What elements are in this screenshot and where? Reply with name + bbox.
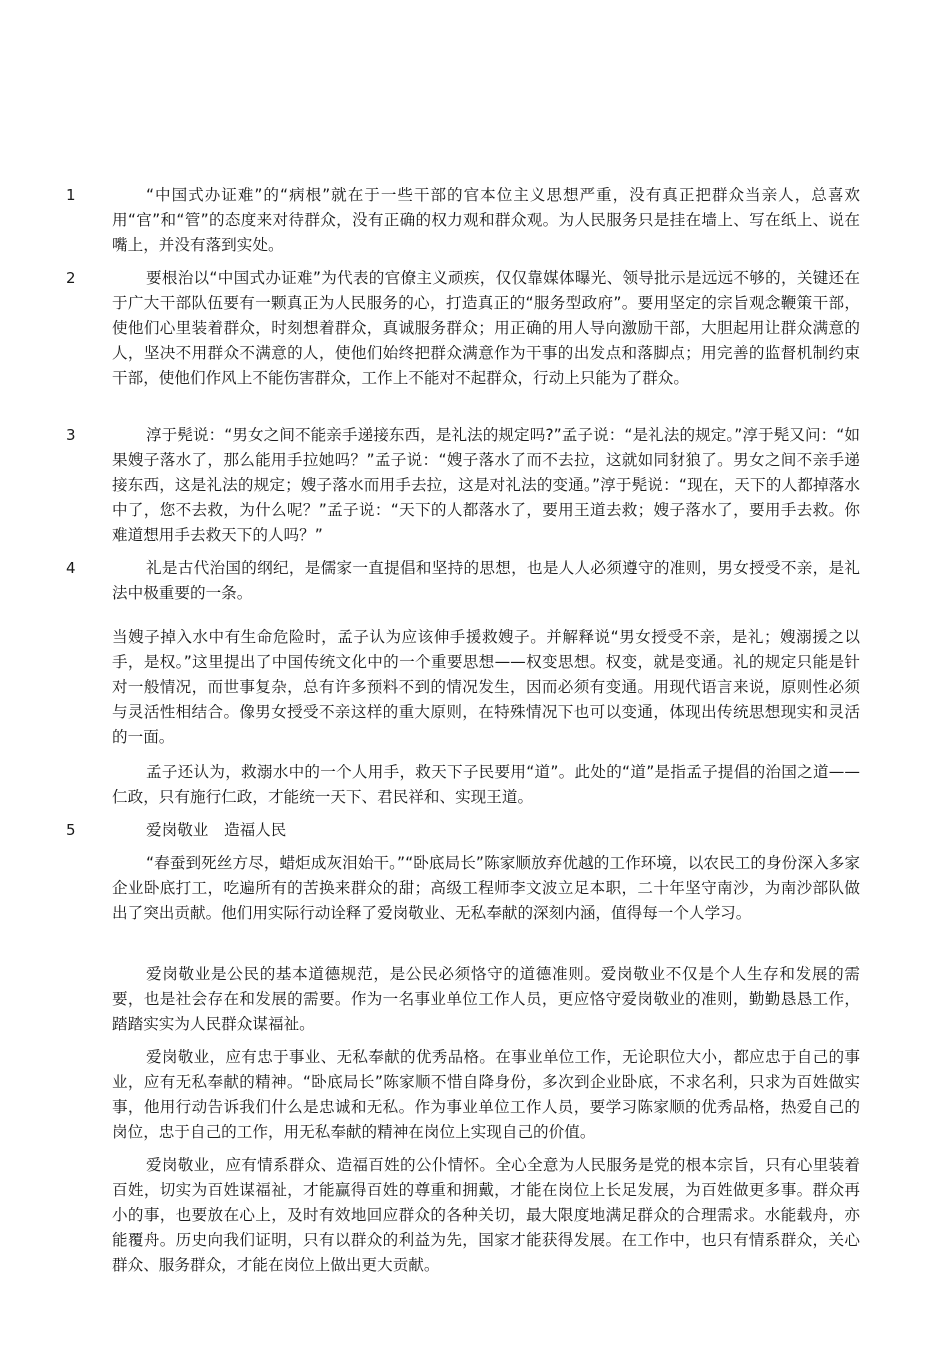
section-number: 2 — [66, 269, 76, 287]
section-number: 5 — [66, 821, 76, 839]
section-5-title — [112, 818, 860, 843]
section-number: 3 — [66, 426, 76, 444]
section-3 — [112, 423, 860, 548]
section-heading: 爱岗敬业 造福人民 — [146, 821, 287, 839]
section-number: 1 — [66, 186, 76, 204]
paragraph: 爱岗敬业，应有忠于事业、无私奉献的优秀品格。在事业单位工作，无论职位大小，都应忠于自己的事业，应有无私奉献的精神。“卧底局长”陈家顺不惜自降身份，多次到企业卧底，不求名利，只求为百姓做实事，他用行动告诉我们什么是忠诚和无私。作为事业单位工作人员，要学习陈家顺的优秀品格，热爱自己的岗位，忠于自己的工作，用无私奉献的精神在岗位上实现自己的价值。 — [112, 1048, 860, 1141]
section-1 — [112, 183, 860, 258]
section-2 — [112, 266, 860, 391]
paragraph: “春蚕到死丝方尽，蜡炬成灰泪始干。”“卧底局长”陈家顺放弃优越的工作环境，以农民工的身份深入多家企业卧底打工，吃遍所有的苦换来群众的甜；高级工程师李文波立足本职，二十年坚守南沙，为南沙部队做出了突出贡献。他们用实际行动诠释了爱岗敬业、无私奉献的深刻内涵，值得每一个人学习。 — [112, 854, 860, 922]
paragraph: 爱岗敬业是公民的基本道德规范，是公民必须恪守的道德准则。爱岗敬业不仅是个人生存和发展的需要，也是社会存在和发展的需要。作为一名事业单位工作人员，更应恪守爱岗敬业的准则，勤勤恳恳工作，踏踏实实为人民群众谋福祉。 — [112, 965, 860, 1033]
paragraph: “中国式办证难”的“病根”就在于一些干部的官本位主义思想严重，没有真正把群众当亲人，总喜欢用“官”和“管”的态度来对待群众，没有正确的权力观和群众观。为人民服务只是挂在墙上、写在纸上、说在嘴上，并没有落到实处。 — [112, 186, 860, 254]
section-4-continued-2 — [112, 760, 860, 810]
paragraph: 爱岗敬业，应有情系群众、造福百姓的公仆情怀。全心全意为人民服务是党的根本宗旨，只有心里装着百姓，切实为百姓谋福祉，才能赢得百姓的尊重和拥戴，才能在岗位上长足发展，为百姓做更多事。群众再小的事，也要放在心上，及时有效地回应群众的各种关切，最大限度地满足群众的合理需求。水能载舟，亦能覆舟。历史向我们证明，只有以群众的利益为先，国家才能获得发展。在工作中，也只有情系群众，关心群众、服务群众，才能在岗位上做出更大贡献。 — [112, 1156, 860, 1274]
section-4-continued — [112, 625, 860, 750]
paragraph: 要根治以“中国式办证难”为代表的官僚主义顽疾，仅仅靠媒体曝光、领导批示是远远不够的，关键还在于广大干部队伍要有一颗真正为人民服务的心，打造真正的“服务型政府”。要用坚定的宗旨观念鞭策干部，使他们心里装着群众，时刻想着群众，真诚服务群众；用正确的用人导向激励干部，大胆起用让群众满意的人，坚决不用群众不满意的人，使他们始终把群众满意作为干事的出发点和落脚点；用完善的监督机制约束干部，使他们作风上不能伤害群众，工作上不能对不起群众，行动上只能为了群众。 — [112, 269, 860, 387]
section-5-body-2 — [112, 962, 860, 1037]
paragraph: 礼是古代治国的纲纪，是儒家一直提倡和坚持的思想，也是人人必须遵守的准则，男女授受不亲，是礼法中极重要的一条。 — [112, 559, 860, 602]
paragraph: 淳于髡说：“男女之间不能亲手递接东西，是礼法的规定吗?”孟子说：“是礼法的规定。”淳于髡又问：“如果嫂子落水了，那么能用手拉她吗？”孟子说：“嫂子落水了而不去拉，这就如同豺狼了。男女之间不亲手递接东西，这是礼法的规定；嫂子落水而用手去拉，这是对礼法的变通。”淳于髡说：“现在，天下的人都掉落水中了，您不去救，为什么呢？”孟子说：“天下的人都落水了，要用王道去救；嫂子落水了，要用手去救。你难道想用手去救天下的人吗？” — [112, 426, 860, 544]
section-5-body-4 — [112, 1153, 860, 1278]
section-4 — [112, 556, 860, 606]
paragraph: 当嫂子掉入水中有生命危险时，孟子认为应该伸手援救嫂子。并解释说“男女授受不亲，是礼；嫂溺援之以手，是权。”这里提出了中国传统文化中的一个重要思想——权变思想。权变，就是变通。礼的规定只能是针对一般情况，而世事复杂，总有许多预料不到的情况发生，因而必须有变通。用现代语言来说，原则性必须与灵活性相结合。像男女授受不亲这样的重大原则，在特殊情况下也可以变通，体现出传统思想现实和灵活的一面。 — [112, 628, 860, 746]
section-5-body-1 — [112, 851, 860, 926]
section-5-body-3 — [112, 1045, 860, 1145]
section-number: 4 — [66, 559, 76, 577]
paragraph: 孟子还认为，救溺水中的一个人用手，救天下子民要用“道”。此处的“道”是指孟子提倡的治国之道——仁政，只有施行仁政，才能统一天下、君民祥和、实现王道。 — [112, 763, 860, 806]
